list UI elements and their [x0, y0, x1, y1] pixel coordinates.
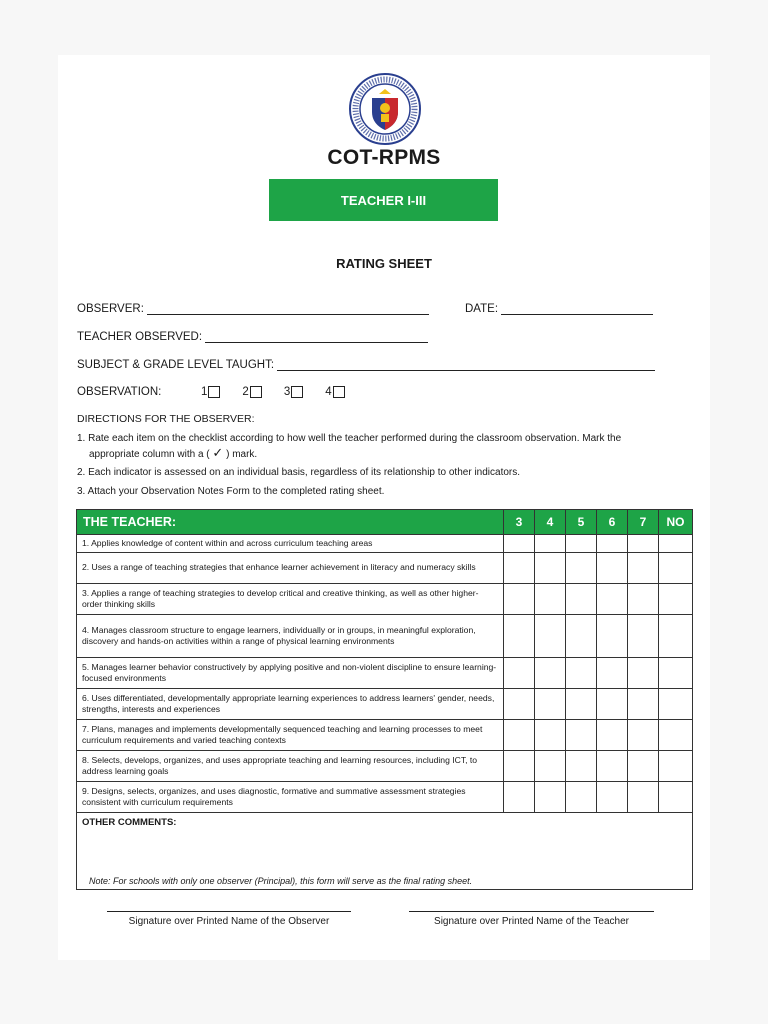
rating-cell[interactable]: [535, 782, 566, 813]
rating-cell[interactable]: [628, 584, 659, 615]
table-row: [77, 782, 693, 813]
table-row: [77, 720, 693, 751]
rating-cell[interactable]: [504, 584, 535, 615]
rating-cell[interactable]: [535, 535, 566, 553]
rating-cell[interactable]: [597, 615, 628, 658]
observation-option-2[interactable]: 2: [242, 386, 261, 398]
rating-cell[interactable]: [659, 720, 693, 751]
direction-item-1: 1. Rate each item on the checklist according to how well the teacher performed during the classroom observation. Mark the appropriate column with a ( ✓ ) mark.: [77, 433, 622, 460]
final-rating-note: Note: For schools with only one observer (Principal), this form will serve as the final rating sheet.: [89, 875, 473, 886]
checkbox-icon[interactable]: [208, 386, 220, 398]
score-column-header: 4: [535, 510, 566, 535]
date-field[interactable]: [465, 302, 653, 315]
rating-cell[interactable]: [535, 689, 566, 720]
rating-cell[interactable]: [504, 535, 535, 553]
rating-cell[interactable]: [504, 689, 535, 720]
direction-item-3: 3. Attach your Observation Notes Form to the completed rating sheet.: [77, 486, 385, 497]
rating-cell[interactable]: [566, 782, 597, 813]
rating-cell[interactable]: [566, 751, 597, 782]
checkbox-icon[interactable]: [333, 386, 345, 398]
rating-cell[interactable]: [566, 553, 597, 584]
position-banner: TEACHER I-III: [269, 179, 498, 221]
rating-cell[interactable]: [597, 658, 628, 689]
teacher-column-header: THE TEACHER:: [77, 510, 504, 535]
rating-cell[interactable]: [628, 615, 659, 658]
rating-cell[interactable]: [597, 584, 628, 615]
table-row: [77, 751, 693, 782]
date-label: DATE:: [465, 303, 499, 315]
teacher-observed-field[interactable]: [77, 330, 428, 343]
rating-cell[interactable]: [535, 658, 566, 689]
rating-cell[interactable]: [597, 751, 628, 782]
indicator-text: 1. Applies knowledge of content within and across curriculum teaching areas: [77, 535, 504, 553]
indicator-text: 2. Uses a range of teaching strategies that enhance learner achievement in literacy and numeracy skills: [77, 553, 504, 584]
rating-cell[interactable]: [659, 553, 693, 584]
score-column-header: 6: [597, 510, 628, 535]
rating-cell[interactable]: [504, 615, 535, 658]
observation-label: OBSERVATION:: [77, 386, 162, 398]
rating-cell[interactable]: [535, 751, 566, 782]
comments-label: OTHER COMMENTS:: [82, 817, 177, 828]
subject-grade-label: SUBJECT & GRADE LEVEL TAUGHT:: [77, 359, 275, 371]
directions-heading: DIRECTIONS FOR THE OBSERVER:: [77, 413, 255, 425]
observer-label: OBSERVER:: [77, 303, 144, 315]
rating-cell[interactable]: [566, 535, 597, 553]
rating-cell[interactable]: [659, 689, 693, 720]
rating-cell[interactable]: [504, 751, 535, 782]
rating-cell[interactable]: [566, 658, 597, 689]
date-line[interactable]: [501, 302, 653, 315]
rating-cell[interactable]: [659, 658, 693, 689]
rating-cell[interactable]: [628, 689, 659, 720]
indicator-text: 6. Uses differentiated, developmentally appropriate learning experiences to address learners' gender, needs, strengths, interests and experiences: [77, 689, 504, 720]
table-row: [77, 658, 693, 689]
observation-option-3[interactable]: 3: [284, 386, 303, 398]
table-row: [77, 689, 693, 720]
rating-cell[interactable]: [535, 615, 566, 658]
score-column-header: 3: [504, 510, 535, 535]
rating-cell[interactable]: [535, 584, 566, 615]
observation-option-1[interactable]: 1: [201, 386, 220, 398]
rating-cell[interactable]: [504, 720, 535, 751]
score-column-header: 7: [628, 510, 659, 535]
table-header-row: [77, 510, 693, 535]
page-title: COT-RPMS: [327, 146, 441, 169]
rating-cell[interactable]: [566, 584, 597, 615]
table-row: [77, 535, 693, 553]
observer-line[interactable]: [147, 302, 429, 315]
rating-cell[interactable]: [535, 553, 566, 584]
rating-cell[interactable]: [628, 658, 659, 689]
rating-cell[interactable]: [628, 751, 659, 782]
observer-signature: Signature over Printed Name of the Observer: [107, 911, 351, 927]
observer-field[interactable]: [77, 302, 429, 315]
rating-cell[interactable]: [628, 553, 659, 584]
table-row: [77, 615, 693, 658]
rating-cell[interactable]: [566, 720, 597, 751]
rating-cell[interactable]: [504, 553, 535, 584]
indicator-text: 3. Applies a range of teaching strategies to develop critical and creative thinking, as well as other higher-order thinking skills: [77, 584, 504, 615]
teacher-observed-label: TEACHER OBSERVED:: [77, 331, 203, 343]
rating-cell[interactable]: [659, 535, 693, 553]
indicator-text: 4. Manages classroom structure to engage learners, individually or in groups, in meaningful exploration, discovery and hands-on activities within a range of physical learning environments: [77, 615, 504, 658]
sheet-subtitle: RATING SHEET: [336, 256, 432, 271]
subject-grade-field[interactable]: [77, 358, 655, 371]
rating-cell[interactable]: [597, 535, 628, 553]
indicator-text: 8. Selects, develops, organizes, and uses appropriate teaching and learning resources, including ICT, to address learning goals: [77, 751, 504, 782]
rating-cell[interactable]: [659, 782, 693, 813]
rating-cell[interactable]: [628, 535, 659, 553]
rating-cell[interactable]: [504, 782, 535, 813]
comments-area[interactable]: [77, 813, 693, 890]
table-row: [77, 553, 693, 584]
table-row: [77, 584, 693, 615]
rating-cell[interactable]: [659, 751, 693, 782]
checkmark-icon: ✓: [212, 445, 224, 460]
rating-cell[interactable]: [535, 720, 566, 751]
rating-cell[interactable]: [628, 782, 659, 813]
observation-option-4[interactable]: 4: [325, 386, 344, 398]
rating-table: [76, 509, 693, 890]
comments-row: [77, 813, 693, 890]
indicator-text: 9. Designs, selects, organizes, and uses diagnostic, formative and summative assessment strategies consistent with curriculum requirements: [77, 782, 504, 813]
observation-row: [77, 386, 367, 398]
rating-cell[interactable]: [504, 658, 535, 689]
rating-cell[interactable]: [597, 553, 628, 584]
rating-cell[interactable]: [597, 720, 628, 751]
no-column-header: NO: [659, 510, 693, 535]
deped-seal-icon: [348, 72, 422, 146]
indicator-text: 7. Plans, manages and implements developmentally sequenced teaching and learning processes to meet curriculum requirements and varied teaching contexts: [77, 720, 504, 751]
rating-cell[interactable]: [628, 720, 659, 751]
rating-cell[interactable]: [659, 584, 693, 615]
indicator-text: 5. Manages learner behavior constructively by applying positive and non-violent discipline to ensure learning-focused environments: [77, 658, 504, 689]
teacher-observed-line[interactable]: [205, 330, 428, 343]
subject-grade-line[interactable]: [277, 358, 655, 371]
checkbox-icon[interactable]: [291, 386, 303, 398]
checkbox-icon[interactable]: [250, 386, 262, 398]
direction-item-2: 2. Each indicator is assessed on an individual basis, regardless of its relationship to other indicators.: [77, 467, 521, 478]
teacher-signature: Signature over Printed Name of the Teacher: [409, 911, 654, 927]
score-column-header: 5: [566, 510, 597, 535]
rating-cell[interactable]: [566, 689, 597, 720]
rating-cell[interactable]: [566, 615, 597, 658]
rating-cell[interactable]: [597, 689, 628, 720]
rating-cell[interactable]: [659, 615, 693, 658]
rating-cell[interactable]: [597, 782, 628, 813]
